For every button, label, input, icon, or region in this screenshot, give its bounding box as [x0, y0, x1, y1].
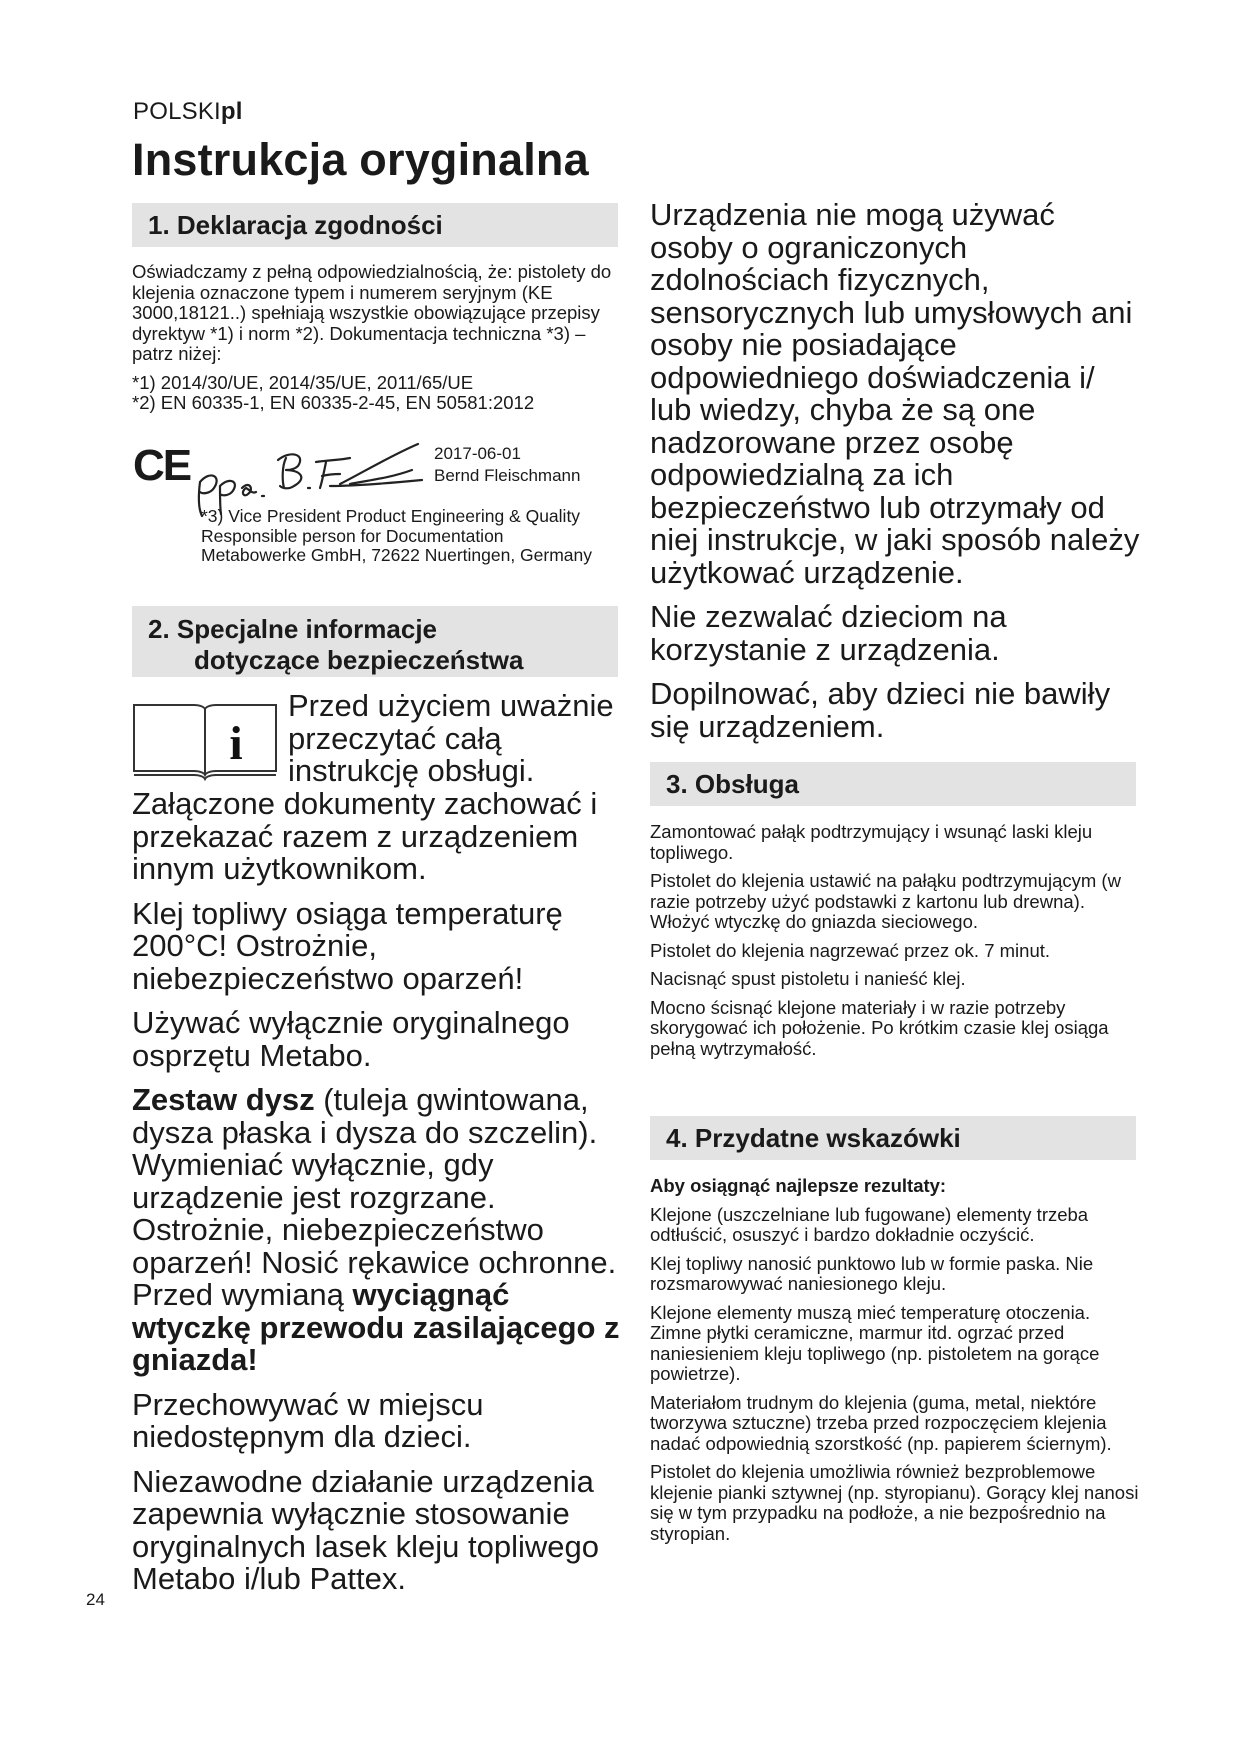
directives-line: *1) 2014/30/UE, 2014/35/UE, 2011/65/UE: [132, 371, 474, 393]
section-1-heading: 1. Deklaracja zgodności: [132, 203, 618, 247]
operation-step-4: Nacisnąć spust pistoletu i nanieść klej.: [650, 968, 966, 989]
signature-meta: [434, 443, 580, 487]
operation-step-2: Pistolet do klejenia ustawić na pałąku podtrzymującym (w razie potrzeby użyć podstawki z kartonu lub drewna). Włożyć wtyczkę do gniazda sieciowego.: [650, 870, 1121, 932]
nozzle-set-bold: Zestaw dysz: [132, 1082, 315, 1117]
tip-4: Materiałom trudnym do klejenia (guma, metal, niektóre tworzywa sztuczne) trzeba przed rozpoczęciem klejenia nadać odpowiednią szorstkość (np. papierem ściernym).: [650, 1391, 1112, 1454]
operation-step-1: Zamontować pałąk podtrzymujący i wsunąć laski kleju topliwego.: [650, 821, 1093, 863]
page-title: Instrukcja oryginalna: [132, 134, 589, 185]
children-play: Dopilnować, aby dzieci nie bawiły się urządzeniem.: [650, 676, 1111, 744]
operation-step-5: Mocno ścisnąć klejone materiały i w razie potrzeby skorygować ich położenie. Po krótkim czasie klej osiąga pełną wytrzymałość.: [650, 996, 1109, 1059]
nozzle-set-text: (tuleja gwintowana, dysza płaska i dysza do szczelin). Wymieniać wyłącznie, gdy urządzenie jest rozgrzane. Ostrożnie, niebezpieczeństwo oparzeń! Nosić rękawice ochronne. Przed wymianą: [132, 1082, 617, 1312]
ce-mark: CE: [133, 441, 191, 490]
doc-address: Metabowerke GmbH, 72622 Nuertingen, Germany: [201, 545, 593, 565]
section-3-body: [650, 822, 1140, 1067]
documentation-contact: [201, 507, 592, 566]
safety-intro-wrapped: Przed użyciem uważnie przeczytać całą instrukcję obsługi.: [288, 688, 614, 788]
tip-3: Klejone elementy muszą mieć temperaturę otoczenia. Zimne płytki ceramiczne, marmur itd. ogrzać przed naniesieniem kleju topliwego (np. pistoletem na gorące powietrze).: [650, 1301, 1100, 1384]
safety-intro-rest: Załączone dokumenty zachować i przekazać razem z urządzeniem innym użytkownikom.: [132, 786, 598, 886]
children-use: Nie zezwalać dzieciom na korzystanie z urządzenia.: [650, 599, 1007, 667]
section-3-heading: 3. Obsługa: [650, 762, 1136, 806]
doc-role: *3) Vice President Product Engineering & Quality: [201, 506, 581, 526]
language-label: [133, 98, 243, 126]
tip-2: Klej topliwy nanosić punktowo lub w formie paska. Nie rozsmarowywać naniesionego kleju.: [650, 1252, 1094, 1294]
section-2-heading-line1: 2. Specjalne informacje: [148, 614, 438, 644]
doc-person: Responsible person for Documentation: [201, 525, 504, 546]
safety-reliability: Niezawodne działanie urządzenia zapewnia wyłącznie stosowanie oryginalnych lasek kleju topliwego Metabo i/lub Pattex.: [132, 1463, 599, 1596]
safety-storage: Przechowywać w miejscu niedostępnym dla dzieci.: [132, 1386, 484, 1454]
operation-step-3: Pistolet do klejenia nagrzewać przez ok. 7 minut.: [650, 939, 1051, 961]
signatory-name: Bernd Fleischmann: [434, 466, 581, 485]
signature-date: 2017-06-01: [434, 444, 521, 463]
info-i-label: i: [229, 717, 243, 770]
safety-accessories: Używać wyłącznie oryginalnego osprzętu Metabo.: [132, 1005, 570, 1073]
section-2-heading-line2: dotyczące bezpieczeństwa: [194, 645, 524, 675]
safety-nozzle-set: [132, 1084, 622, 1377]
norms-line: *2) EN 60335-1, EN 60335-2-45, EN 50581:2012: [132, 392, 535, 413]
section-4-heading: 4. Przydatne wskazówki: [650, 1116, 1136, 1160]
read-manual-book-icon: [132, 697, 278, 781]
page-number: 24: [86, 1590, 105, 1609]
safety-hot-glue: Klej topliwy osiąga temperaturę 200°C! Ostrożnie, niebezpieczeństwo oparzeń!: [132, 895, 563, 996]
section-1-body: [132, 262, 618, 414]
language-code: pl: [220, 98, 243, 125]
section-2-body: [132, 788, 622, 1608]
section-4-body: [650, 1176, 1140, 1552]
tip-1: Klejone (uszczelniane lub fugowane) elementy trzeba odtłuścić, osuszyć i bardzo dokładnie oczyścić.: [650, 1203, 1089, 1245]
right-intro: [650, 199, 1140, 755]
tip-5: Pistolet do klejenia umożliwia również bezproblemowe klejenie pianki sztywnej (np. styropianu). Gorący klej nanosi się w tym przypadku na podłoże, a nie bezpośrednio na styropian.: [650, 1461, 1139, 1544]
tips-subheading: Aby osiągnąć najlepsze rezultaty:: [650, 1175, 947, 1196]
persons-restriction: Urządzenia nie mogą używać osoby o ograniczonych zdolnościach fizycznych, sensorycznych lub umysłowych ani osoby nie posiadające odpowiedniego doświadczenia i/ lub wiedzy, chyba że są one nadzorowane przez osobę odpowiedzialną za ich bezpieczeństwo lub otrzymały od niej instrukcje, w jaki sposób należy użytkować urządzenie.: [650, 197, 1140, 590]
nozzle-set-warning: wyciągnąć wtyczkę przewodu zasilającego z gniazda!: [132, 1277, 620, 1377]
section-2-heading: [132, 606, 618, 677]
declaration-text: Oświadczamy z pełną odpowiedzialnością, że: pistolety do klejenia oznaczone typem i numerem seryjnym (KE 3000,18121..) spełniają wszystkie obowiązujące przepisy dyrektyw *1) i norm *2). Dokumentacja techniczna *3) – patrz niżej:: [132, 261, 612, 364]
language-name: POLSKI: [133, 98, 221, 125]
